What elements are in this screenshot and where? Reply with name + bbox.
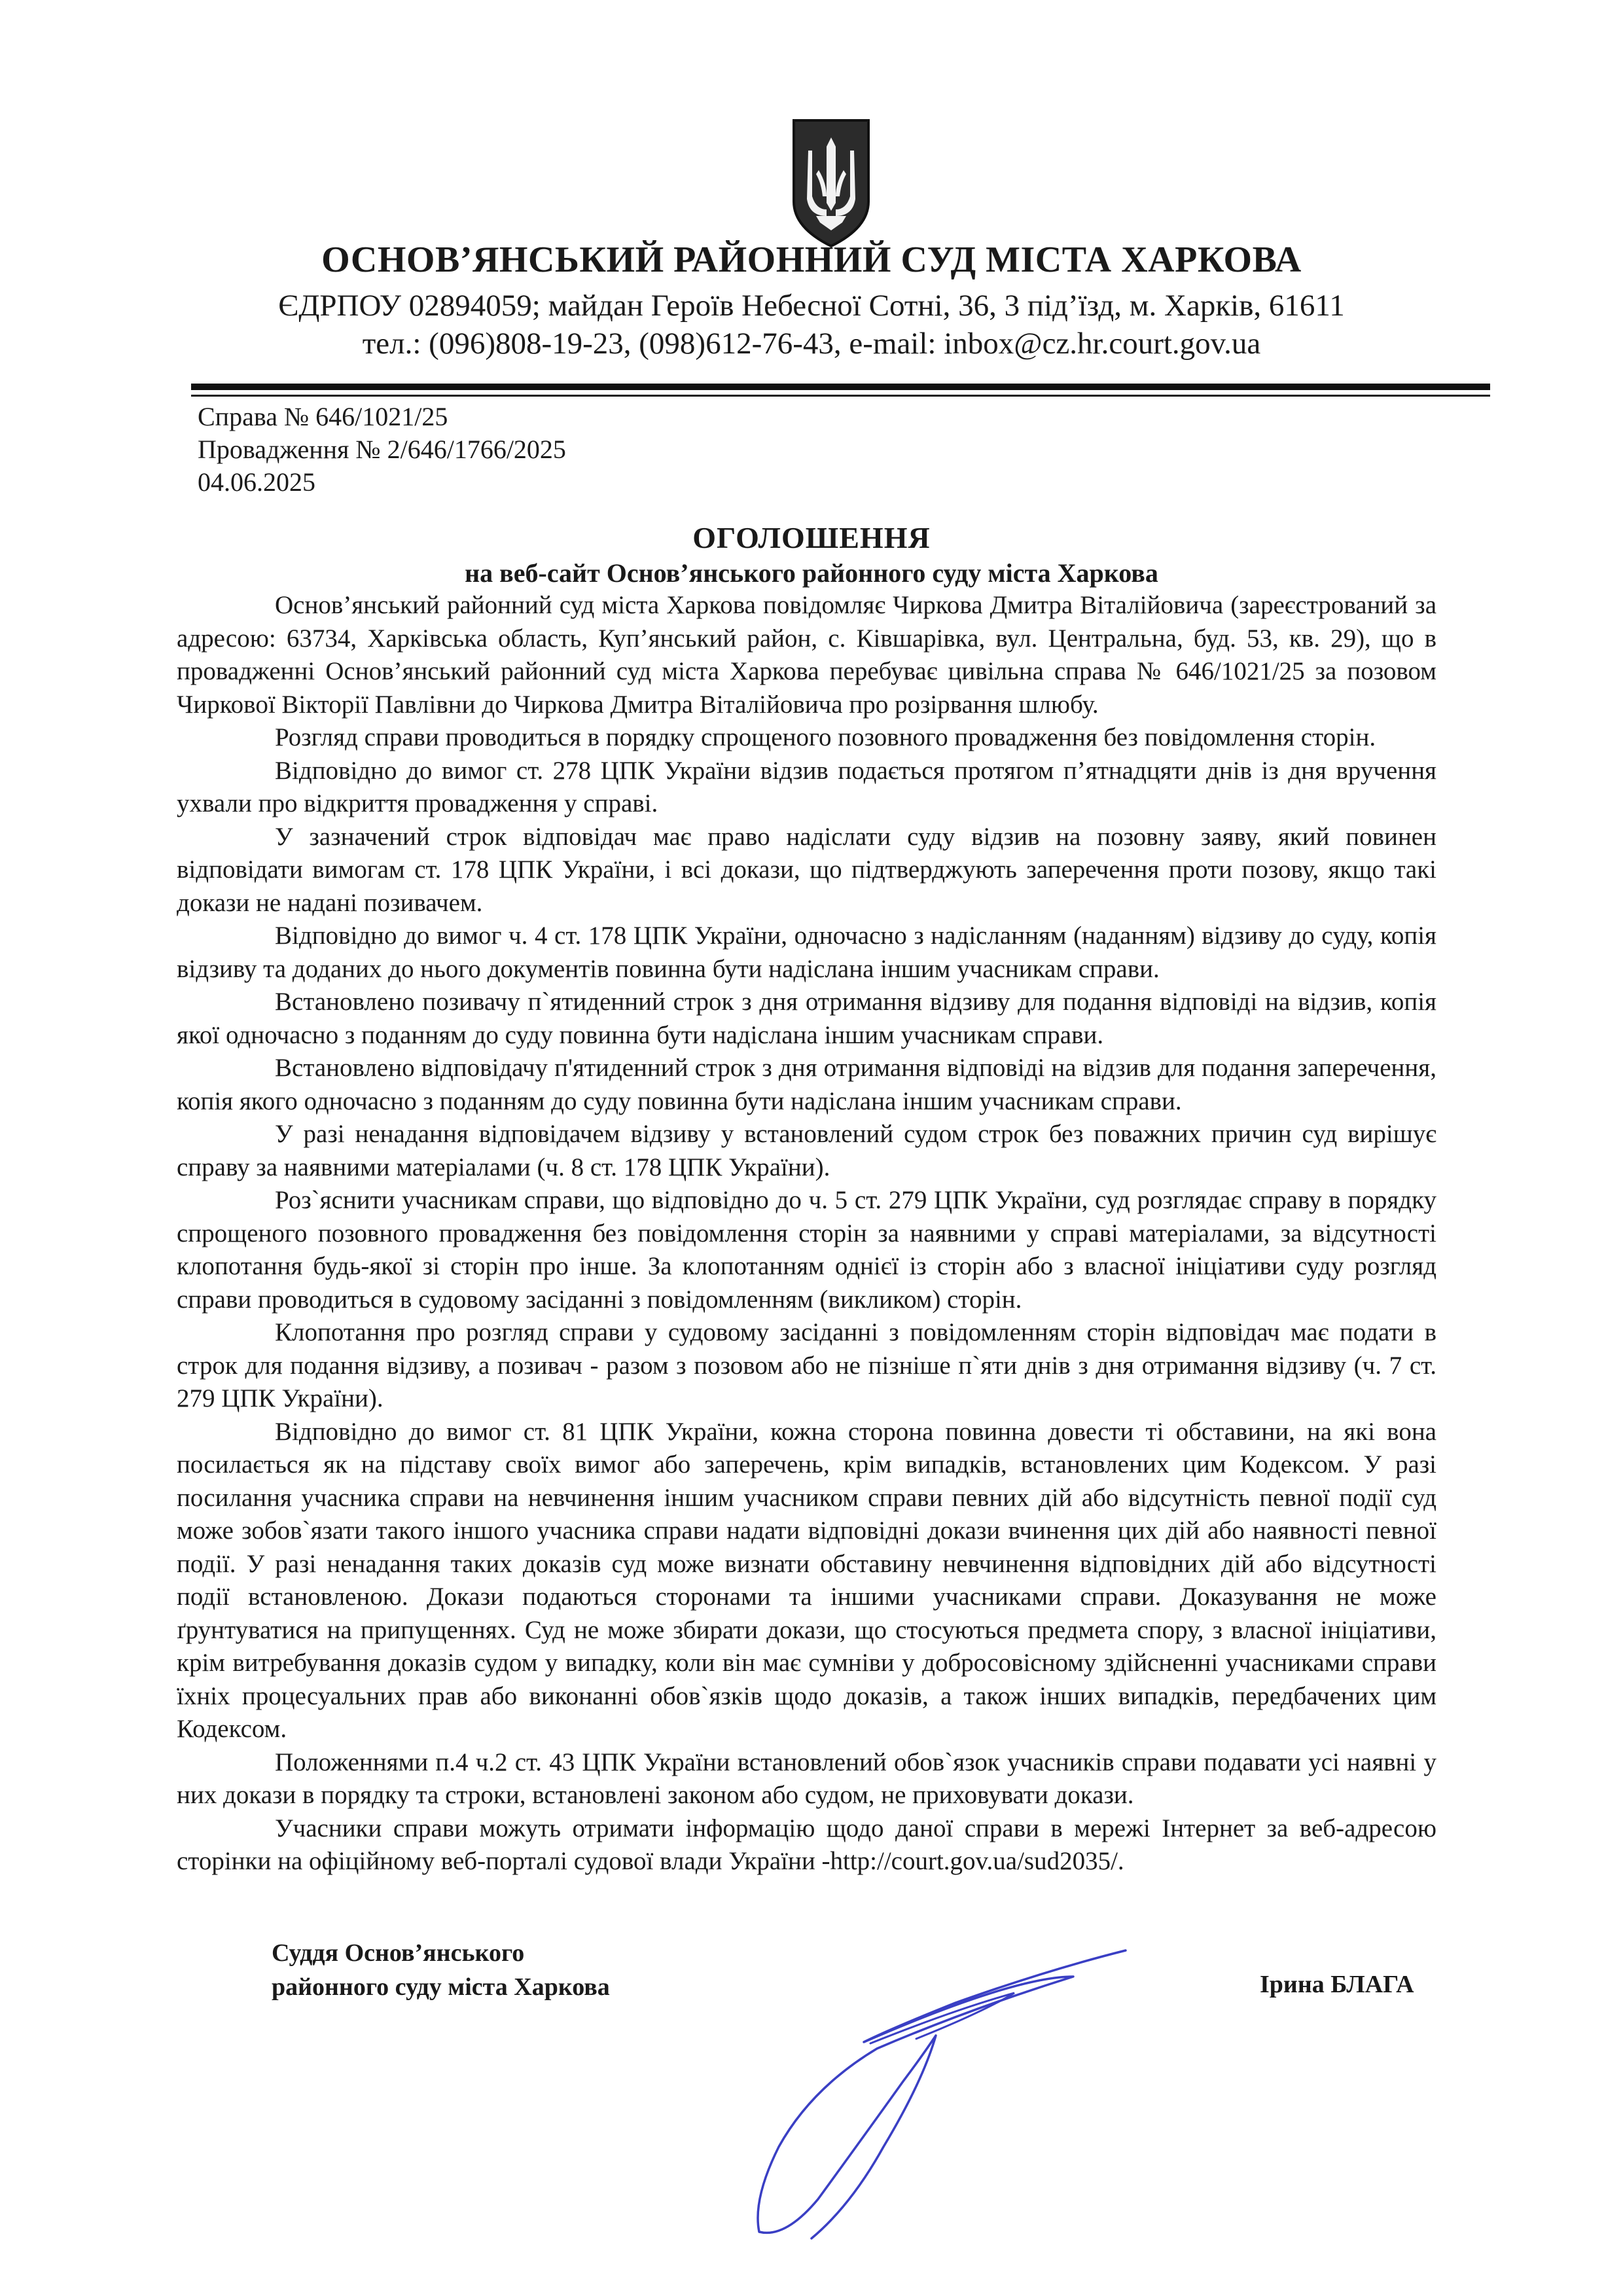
- announcement-body: [177, 589, 1436, 1878]
- paragraph: Відповідно до вимог ст. 278 ЦПК України відзив подається протягом п’ятнадцяти днів із дня вручення ухвали про відкриття провадження у справі.: [177, 756, 1436, 817]
- header-divider-thick: [191, 384, 1490, 390]
- paragraph: Роз`яснити учасникам справи, що відповідно до ч. 5 ст. 279 ЦПК України, суд розглядає справу в порядку спрощеного позовного провадження без повідомлення сторін за наявними у справі матеріалами, за відсутності клопотання будь-якої зі сторін про інше. За клопотанням однієї із сторін або з власної ініціативи суду розгляд справи проводиться в судовому засіданні з повідомленням (викликом) сторін.: [177, 1186, 1436, 1314]
- document-title: ОГОЛОШЕННЯ: [692, 521, 931, 554]
- document-date: 04.06.2025: [198, 467, 315, 497]
- paragraph: Встановлено позивачу п`ятиденний строк з дня отримання відзиву для подання відповіді на відзив, копія якої одночасно з поданням до суду повинна бути надіслана іншим учасникам справи.: [177, 988, 1436, 1049]
- court-name: ОСНОВ’ЯНСЬКИЙ РАЙОННИЙ СУД МІСТА ХАРКОВА: [321, 240, 1302, 280]
- proceeding-number: Провадження № 2/646/1766/2025: [198, 435, 566, 464]
- paragraph: Відповідно до вимог ч. 4 ст. 178 ЦПК України, одночасно з надісланням (наданням) відзиву до суду, копія відзиву та доданих до нього документів повинна бути надіслана іншим учасникам справи.: [177, 922, 1436, 983]
- paragraph: Клопотання про розгляд справи у судовому засіданні з повідомленням сторін відповідач має подати в строк для подання відзиву, а позивач - разом з позовом або не пізніше п`яти днів з дня отримання відзиву (ч. 7 ст. 279 ЦПК України).: [177, 1318, 1436, 1412]
- paragraph: Положеннями п.4 ч.2 ст. 43 ЦПК України встановлений обов`язок учасників справи подавати усі наявні у них докази в порядку та строки, встановлені законом або судом, не приховувати докази.: [177, 1748, 1436, 1809]
- document-subtitle: на веб-сайт Основ’янського районного суду міста Харкова: [465, 558, 1158, 588]
- court-address: ЄДРПОУ 02894059; майдан Героїв Небесної Сотні, 36, 3 під’їзд, м. Харків, 61611: [278, 289, 1345, 323]
- case-info: [198, 401, 566, 499]
- case-number: Справа № 646/1021/25: [198, 402, 448, 431]
- header-divider-thin: [191, 395, 1490, 397]
- judge-position: [272, 1936, 610, 2004]
- paragraph: Встановлено відповідачу п'ятиденний строк з дня отримання відповіді на відзив для подання заперечення, копія якого одночасно з поданням до суду повинна бути надіслана іншим учасникам справи.: [177, 1054, 1436, 1115]
- paragraph: Учасники справи можуть отримати інформацію щодо даної справи в мережі Інтернет за веб-адресою сторінки на офіційному веб-порталі судової влади України -http://court.gov.ua/sud2035/.: [177, 1814, 1436, 1875]
- trident-coat-of-arms-icon: [790, 118, 872, 249]
- judge-position-line1: Суддя Основ’янського: [272, 1939, 525, 1967]
- judge-position-line2: районного суду міста Харкова: [272, 1973, 610, 2001]
- paragraph: Основ’янський районний суд міста Харкова повідомляє Чиркова Дмитра Віталійовича (зареєстрований за адресою: 63734, Харківська область, Куп’янський район, с. Ківшарівка, вул. Центральна, буд. 53, кв. 29), що в провадженні Основ’янський районний суд міста Харкова перебуває цивільна справа № 646/1021/25 за позовом Чиркової Вікторії Павлівни до Чиркова Дмитра Віталійовича про розірвання шлюбу.: [177, 591, 1436, 719]
- court-contacts: тел.: (096)808-19-23, (098)612-76-43, e-mail: inbox@cz.hr.court.gov.ua: [362, 327, 1261, 361]
- paragraph: У разі ненадання відповідачем відзиву у встановлений судом строк без поважних причин суд вирішує справу за наявними матеріалами (ч. 8 ст. 178 ЦПК України).: [177, 1120, 1436, 1181]
- handwritten-signature: [707, 1931, 1152, 2258]
- paragraph: Розгляд справи проводиться в порядку спрощеного позовного провадження без повідомлення сторін.: [275, 723, 1376, 751]
- paragraph: У зазначений строк відповідач має право надіслати суду відзив на позовну заяву, який повинен відповідати вимогам ст. 178 ЦПК України, і всі докази, що підтверджують заперечення проти позову, якщо такі докази не надані позивачем.: [177, 822, 1436, 917]
- paragraph: Відповідно до вимог ст. 81 ЦПК України, кожна сторона повинна довести ті обставини, на які вона посилається як на підставу своїх вимог або заперечень, крім випадків, встановлених цим Кодексом. У разі посилання учасника справи на невчинення іншим учасником справи певних дій або відсутність певної події суд може зобов`язати такого іншого учасника справи надати відповідні докази вчинення цих дій або наявності певної події. У разі ненадання таких доказів суд може визнати обставину невчинення відповідних дій або відсутності події встановленою. Докази подаються сторонами та іншими учасниками справи. Доказування не може ґрунтуватися на припущеннях. Суд не може збирати докази, що стосуються предмета спору, з власної ініціативи, крім витребування доказів судом у випадку, коли він має сумніви у добросовісному здійсненні учасниками справи їхніх процесуальних прав або виконанні обов`язків щодо доказів, а також інших випадків, передбачених цим Кодексом.: [177, 1417, 1436, 1743]
- judge-name: Ірина БЛАГА: [1260, 1971, 1414, 1998]
